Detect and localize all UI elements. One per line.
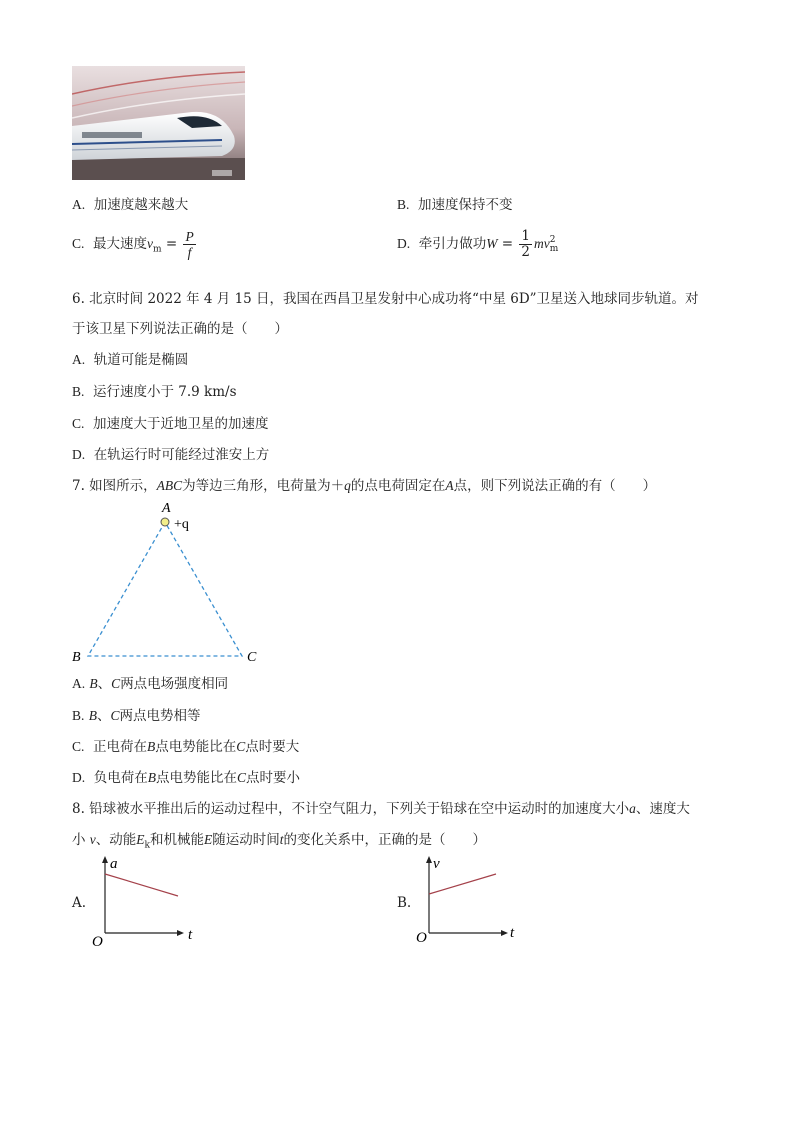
var-v: v — [543, 236, 550, 251]
point-charge — [161, 518, 169, 526]
q8-stem-line1 — [72, 797, 690, 817]
q5-option-d — [397, 229, 558, 260]
var-b: B — [146, 739, 156, 754]
var-e: E — [136, 832, 145, 847]
q6-option-b — [72, 380, 237, 400]
q7-option-b — [72, 704, 200, 724]
option-letter: D. — [72, 770, 86, 785]
option-text: 两点电场强度相同 — [120, 676, 229, 692]
var-b: B — [88, 708, 97, 723]
q6-option-d — [72, 443, 269, 463]
sup-2: 2 — [549, 234, 556, 245]
option-letter: C. — [72, 739, 85, 754]
var-b: B — [147, 770, 156, 785]
option-text: 、 — [96, 708, 111, 724]
label-b: B — [72, 650, 81, 665]
option-text: 两点电势相等 — [119, 708, 201, 724]
fraction-p-over-f — [183, 229, 195, 260]
q6-stem-line2: 于该卫星下列说法正确的是（ ） — [72, 321, 288, 337]
x-axis-arrow-icon — [177, 930, 184, 936]
q5-option-c — [72, 229, 198, 260]
stem-text: 和机械能 — [150, 832, 205, 848]
var-a: a — [629, 801, 636, 816]
x-label: t — [510, 925, 515, 941]
equilateral-triangle-diagram — [70, 498, 270, 668]
option-text: 负电荷在 — [93, 770, 148, 786]
option-letter: D. — [397, 236, 411, 251]
option-letter: B. — [72, 384, 85, 399]
var-c: C — [236, 770, 246, 785]
x-axis-arrow-icon — [501, 930, 508, 936]
triangle-edges — [88, 522, 242, 656]
charge-label: +q — [174, 517, 189, 532]
label-c: C — [247, 650, 257, 665]
option-text: 正电荷在 — [92, 739, 147, 755]
q5-option-b — [397, 193, 512, 213]
stem-text: 为等边三角形，电荷量为＋ — [182, 478, 345, 494]
option-text: 最大速度 — [92, 236, 147, 252]
stem-text: 随运动时间 — [212, 832, 280, 848]
q7-option-a — [72, 672, 228, 692]
option-letter: A. — [72, 197, 86, 212]
y-axis-arrow-icon — [426, 856, 432, 863]
var-c: C — [110, 708, 120, 723]
var-w: W — [486, 236, 498, 251]
equals-sign: = — [501, 236, 514, 252]
graph-b-plot — [412, 854, 532, 949]
var-c: C — [111, 676, 121, 691]
q8-option-b-letter: B. — [397, 895, 412, 911]
option-letter: A. — [72, 352, 86, 367]
option-letter: D. — [72, 447, 86, 462]
graph-line — [105, 874, 178, 896]
y-axis-arrow-icon — [102, 856, 108, 863]
q8-stem-line2 — [72, 828, 486, 851]
sub-m: m — [549, 243, 559, 254]
stem-text: 、动能 — [95, 832, 137, 848]
stem-text: 、速度大 — [635, 801, 690, 817]
q8-graph-b — [412, 854, 532, 949]
stem-text: 的点电荷固定在 — [350, 478, 446, 494]
q7-option-d — [72, 766, 300, 786]
y-label: v — [433, 856, 440, 872]
var-m: m — [533, 236, 544, 251]
option-text: 点电势能比在 — [155, 739, 237, 755]
stem-text: 小 — [72, 832, 86, 848]
option-text: 在轨运行时可能经过淮安上方 — [93, 447, 270, 463]
label-a: A — [162, 501, 171, 516]
train-photo — [72, 66, 245, 180]
option-letter: A. — [72, 676, 86, 691]
option-text: 牵引力做功 — [418, 236, 487, 252]
q6-stem-line1: 6. 北京时间 2022 年 4 月 15 日，我国在西昌卫星发射中心成功将“中星 6D”卫星送入地球同步轨道。对 — [72, 291, 699, 307]
stem-text: 7. 如图所示， — [72, 478, 157, 494]
var-v: v — [89, 832, 96, 847]
option-text: 加速度保持不变 — [417, 197, 513, 213]
option-text: 点电势能比在 — [155, 770, 237, 786]
sub-m: m — [152, 244, 162, 255]
fraction-one-half — [519, 229, 532, 260]
option-letter: B. — [72, 708, 85, 723]
q7-triangle-figure — [70, 498, 270, 668]
option-text: 加速度越来越大 — [93, 197, 189, 213]
x-label: t — [188, 927, 193, 943]
option-text: 、 — [97, 676, 112, 692]
option-letter: C. — [72, 416, 85, 431]
y-label: a — [110, 856, 118, 872]
var-c: C — [236, 739, 246, 754]
option-text: 点时要小 — [245, 770, 300, 786]
option-text: 点时要大 — [245, 739, 300, 755]
origin-label: O — [92, 934, 103, 949]
equals-sign: = — [165, 236, 178, 252]
q6-option-a — [72, 348, 188, 368]
var-v: v — [146, 236, 153, 251]
q8-option-a-letter: A. — [72, 895, 87, 911]
denominator: 2 — [521, 244, 530, 260]
origin-label: O — [416, 930, 427, 946]
denominator: f — [187, 245, 192, 260]
stem-text: 点，则下列说法正确的有（ ） — [453, 478, 657, 494]
option-text: 轨道可能是椭圆 — [93, 352, 189, 368]
sub-k: k — [144, 840, 151, 851]
graph-line — [429, 874, 496, 894]
q6-option-c — [72, 412, 268, 432]
var-q: q — [344, 478, 351, 493]
var-abc: ABC — [156, 478, 183, 493]
numerator: 1 — [521, 228, 530, 244]
var-a: A — [445, 478, 454, 493]
option-letter: B. — [397, 197, 410, 212]
stem-text: 8. 铅球被水平推出后的运动过程中，不计空气阻力，下列关于铅球在空中运动时的加速度大小 — [72, 801, 630, 817]
option-letter: C. — [72, 236, 85, 251]
var-b: B — [89, 676, 98, 691]
stem-text: 的变化关系中，正确的是（ ） — [283, 832, 487, 848]
option-text: 加速度大于近地卫星的加速度 — [92, 416, 269, 432]
high-speed-train-image — [72, 66, 245, 180]
numerator: P — [185, 229, 194, 244]
graph-a-plot — [88, 854, 208, 949]
q5-option-a — [72, 193, 188, 213]
var-t: t — [279, 832, 284, 847]
q7-option-c — [72, 735, 299, 755]
q7-stem — [72, 474, 656, 494]
option-text: 运行速度小于 7.9 km/s — [92, 384, 237, 400]
q8-graph-a — [88, 854, 208, 949]
var-e: E — [204, 832, 213, 847]
